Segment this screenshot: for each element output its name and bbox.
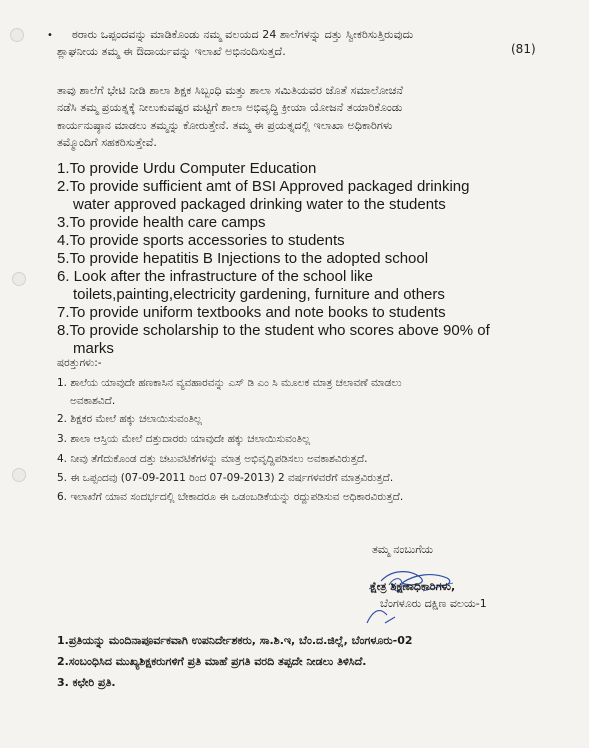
condition-1-continued: ಅವಕಾಶವಿದೆ. bbox=[70, 395, 116, 407]
signature-closing: ತಮ್ಮ ನಂಬುಗೆಯ bbox=[372, 543, 434, 556]
condition-5: 5. ಈ ಒಪ್ಪಂದವು (07-09-2011 ರಿಂದ 07-09-2013) 2 ವರ್ಷಗಳವರೆಗೆ ಮಾತ್ರವಿರುತ್ತದೆ. bbox=[57, 472, 394, 484]
condition-3: 3. ಶಾಲಾ ಆಸ್ತಿಯ ಮೇಲೆ ದತ್ತುದಾರರು ಯಾವುದೇ ಹಕ್ಕು ಚಲಾಯಿಸುವಂತಿಲ್ಲ bbox=[57, 433, 311, 445]
paragraph-line-3: ಕಾರ್ಯನುಷ್ಠಾನ ಮಾಡಲು ತಮ್ಮನ್ನು ಕೋರುತ್ತೇನೆ. ತಮ್ಮ ಈ ಪ್ರಯತ್ನದಲ್ಲಿ ಇಲಾಖಾ ಅಧಿಕಾರಿಗಳು bbox=[57, 119, 393, 132]
copy-to-2: 2.ಸಂಬಂಧಿಸಿದ ಮುಖ್ಯಶಿಕ್ಷಕರುಗಳಿಗೆ ಪ್ರತಿ ಮಾಹೆ ಪ್ರಗತಿ ವರದಿ ತಪ್ಪದೇ ನೀಡಲು ತಿಳಿಸಿದೆ. bbox=[57, 655, 367, 668]
list-item-4: 4.To provide sports accessories to students bbox=[57, 232, 345, 249]
copy-to-1: 1.ಪ್ರತಿಯನ್ನು ಮಂದಿನಾಪೂರ್ವಕವಾಗಿ ಉಪನಿರ್ದೇಶಕರು, ಸಾ.ಶಿ.ಇ, ಬೆಂ.ದ.ಜಿಲ್ಲೆ, ಬೆಂಗಳೂರು-02 bbox=[57, 634, 413, 647]
list-item-3: 3.To provide health care camps bbox=[57, 214, 266, 231]
condition-2: 2. ಶಿಕ್ಷಕರ ಮೇಲೆ ಹಕ್ಕು ಚಲಾಯಿಸುವಂತಿಲ್ಲ bbox=[57, 413, 202, 425]
intro-line-2: ಶ್ಲಾಘನೀಯ ತಮ್ಮ ಈ ಔದಾರ್ಯವನ್ನು ಇಲಾಖೆ ಅಭಿನಂದಿಸುತ್ತದೆ. bbox=[57, 45, 286, 58]
condition-1: 1. ಶಾಲೆಯ ಯಾವುದೇ ಹಣಕಾಸಿನ ವ್ಯವಹಾರವನ್ನು ಎಸ್ ಡಿ ಎಂ ಸಿ ಮೂಲಕ ಮಾತ್ರ ಚಲಾವಣೆ ಮಾಡಲು bbox=[57, 377, 402, 389]
page-number: (81) bbox=[511, 42, 536, 56]
bullet-mark: • bbox=[47, 30, 53, 41]
condition-6: 6. ಇಲಾಖೆಗೆ ಯಾವ ಸಂದರ್ಭದಲ್ಲಿ ಬೇಕಾದರೂ ಈ ಒಡಂಬಡಿಕೆಯನ್ನು ರದ್ದುಪಡಿಸುವ ಅಧಿಕಾರವಿರುತ್ತದೆ. bbox=[57, 491, 404, 503]
list-item-8: 8.To provide scholarship to the student who scores above 90% of bbox=[57, 322, 490, 339]
punch-hole-top bbox=[10, 28, 24, 42]
list-item-2: 2.To provide sufficient amt of BSI Approved packaged drinking bbox=[57, 178, 470, 195]
copy-to-3: 3. ಕಛೇರಿ ಪ್ರತಿ. bbox=[57, 676, 116, 689]
paragraph-line-4: ತಮ್ಮೊಂದಿಗೆ ಸಹಕರಿಸುತ್ತೇವೆ. bbox=[57, 136, 157, 149]
punch-hole-middle bbox=[12, 272, 26, 286]
paragraph-line-2: ನಡೆಸಿ ತಮ್ಮ ಪ್ರಯತ್ನಕ್ಕೆ ನೀಲುಕುವಷ್ಟರ ಮಟ್ಟಿಗೆ ಶಾಲಾ ಅಭಿವೃದ್ಧಿ ಕ್ರೀಯಾ ಯೋಜನೆ ತಯಾರಿಕೊಂಡು bbox=[57, 101, 403, 114]
list-item-7: 7.To provide uniform textbooks and note books to students bbox=[57, 304, 446, 321]
list-item-8-continued: marks bbox=[73, 340, 114, 357]
list-item-6-continued: toilets,painting,electricity gardening, furniture and others bbox=[73, 286, 445, 303]
condition-4: 4. ನೀವು ತೆಗೆದುಕೊಂಡ ದತ್ತು ಚಟುವಟಿಕೆಗಳನ್ನು ಮಾತ್ರ ಅಭಿವೃದ್ದಿಪಡಿಸಲು ಅವಕಾಶವಿರುತ್ತದೆ. bbox=[57, 453, 368, 465]
signature-scribble bbox=[365, 565, 460, 627]
list-item-1: 1.To provide Urdu Computer Education bbox=[57, 160, 317, 177]
list-item-6: 6. Look after the infrastructure of the school like bbox=[57, 268, 374, 285]
paragraph-line-1: ತಾವು ಶಾಲೆಗೆ ಭೇಟಿ ನೀಡಿ ಶಾಲಾ ಶಿಕ್ಷಕ ಸಿಬ್ಬಂಧಿ ಮತ್ತು ಶಾಲಾ ಸಮಿತಿಯವರ ಜೊತೆ ಸಮಾಲೋಚನೆ bbox=[57, 84, 404, 97]
signature-designation: ಕ್ಷೇತ್ರ ಶಿಕ್ಷಣಾಧಿಕಾರಿಗಳು, bbox=[370, 580, 456, 593]
list-item-2-continued: water approved packaged drinking water to the students bbox=[73, 196, 446, 213]
signature-office: ಬೆಂಗಳೂರು ದಕ್ಷಿಣ ವಲಯ-1 bbox=[380, 597, 487, 610]
punch-hole-bottom bbox=[12, 468, 26, 482]
conditions-heading: ಷರತ್ತುಗಳು:- bbox=[57, 357, 102, 369]
intro-line-1: ಠರಾರು ಒಪ್ಪಂದವನ್ನು ಮಾಡಿಕೊಂಡು ನಮ್ಮ ವಲಯದ 24 ಶಾಲೆಗಳನ್ನು ದತ್ತು ಸ್ವೀಕರಿಸುತ್ತಿರುವುದು bbox=[72, 28, 414, 41]
list-item-5: 5.To provide hepatitis B Injections to the adopted school bbox=[57, 250, 429, 267]
